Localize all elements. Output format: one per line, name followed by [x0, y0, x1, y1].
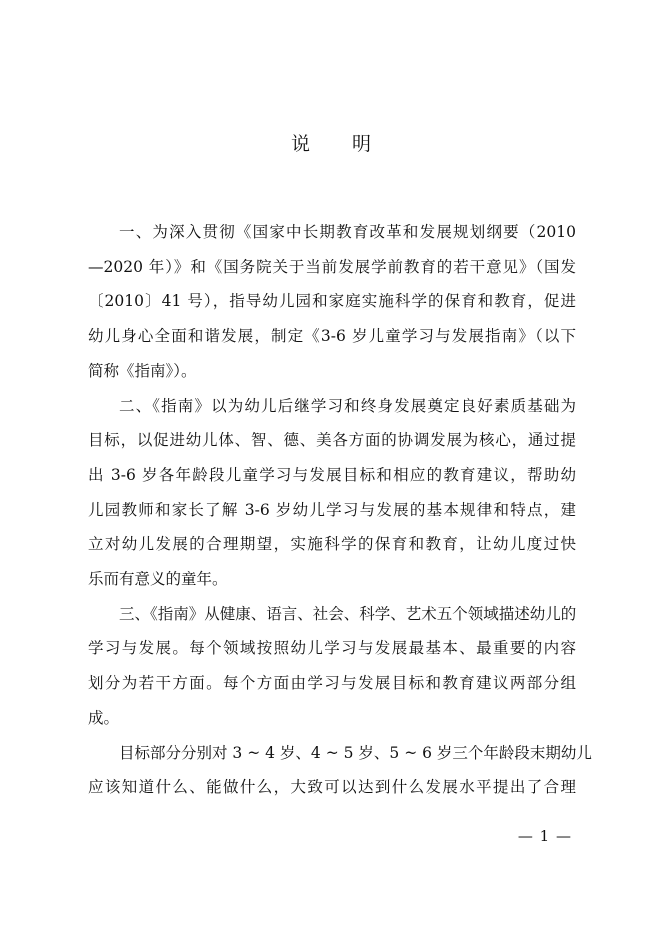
paragraph-1 — [88, 215, 576, 389]
paragraph-line: 一、为深入贯彻《国家中长期教育改革和发展规划纲要（2010 — [119, 223, 576, 241]
page-number: — 1 — — [517, 827, 572, 845]
paragraph-line: 〔2010〕41 号），指导幼儿园和家庭实施科学的保育和教育，促进 — [88, 292, 576, 311]
paragraph-line: 儿园教师和家长了解 3-6 岁幼儿学习与发展的基本规律和特点，建 — [88, 500, 576, 519]
paragraph-line: 应该知道什么、能做什么，大致可以达到什么发展水平提出了合理 — [88, 778, 576, 797]
paragraph-line: 二、《指南》以为幼儿后继学习和终身发展奠定良好素质基础为 — [119, 396, 576, 415]
paragraph-line: 出 3-6 岁各年龄段儿童学习与发展目标和相应的教育建议，帮助幼 — [88, 465, 576, 484]
paragraph-line: 学习与发展。每个领域按照幼儿学习与发展最基本、最重要的内容 — [88, 639, 576, 658]
paragraph-line: 三、《指南》从健康、语言、社会、科学、艺术五个领域描述幼儿的 — [119, 604, 577, 623]
paragraph-line: 立对幼儿发展的合理期望，实施科学的保育和教育，让幼儿度过快 — [88, 535, 576, 554]
paragraph-line: 幼儿身心全面和谐发展，制定《3-6 岁儿童学习与发展指南》（以下 — [88, 327, 576, 346]
paragraph-line: 简称《指南》）。 — [88, 361, 197, 380]
paragraph-line: 成。 — [88, 708, 120, 727]
paragraph-line: 乐而有意义的童年。 — [88, 570, 228, 589]
paragraph-4 — [88, 736, 592, 805]
paragraph-line: 划分为若干方面。每个方面由学习与发展目标和教育建议两部分组 — [88, 674, 576, 693]
paragraph-2 — [88, 389, 576, 597]
paragraph-line: 目标部分分别对 3 ~ 4 岁、4 ~ 5 岁、5 ~ 6 岁三个年龄段末期幼儿 — [119, 743, 592, 762]
paragraph-line: —2020 年）》和《国务院关于当前发展学前教育的若干意见》（国发 — [88, 257, 576, 276]
document-title: 说 明 — [290, 133, 390, 155]
document-body — [88, 215, 592, 805]
paragraph-3 — [88, 597, 576, 736]
paragraph-line: 目标，以促进幼儿体、智、德、美各方面的协调发展为核心，通过提 — [88, 431, 576, 450]
